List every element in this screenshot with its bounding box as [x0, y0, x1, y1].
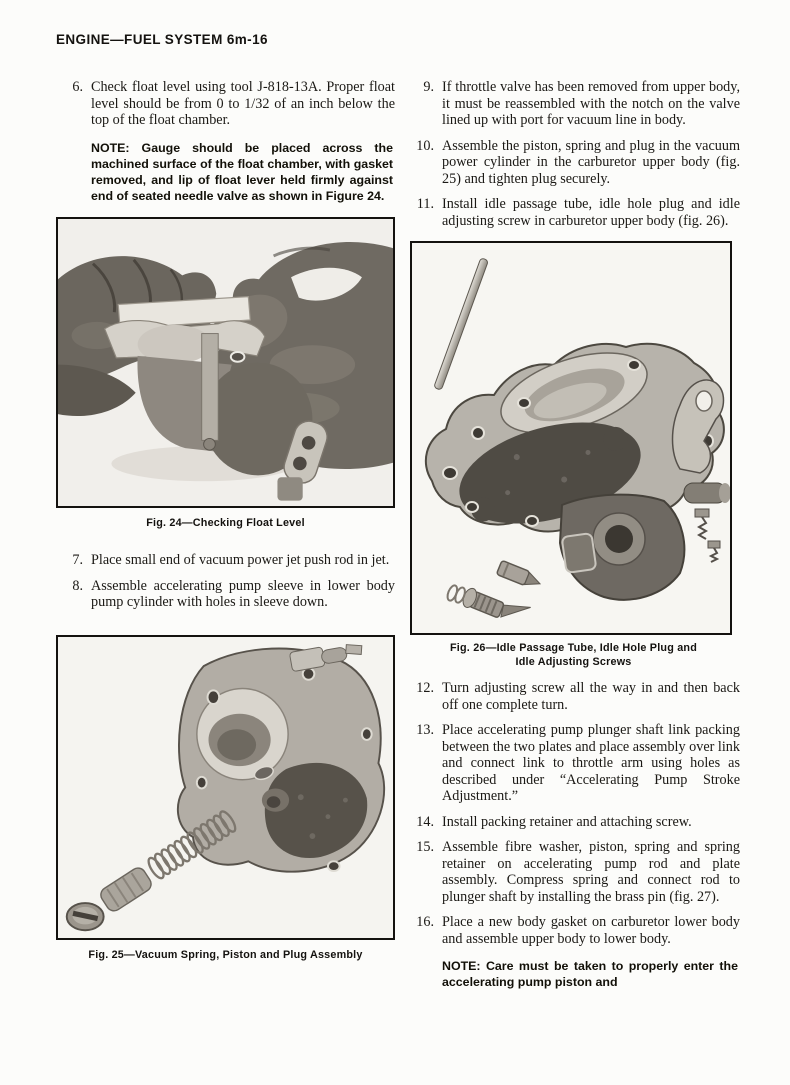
step-number: 14.	[416, 813, 434, 830]
figure-25-photo	[58, 637, 393, 938]
note-assembly-care: NOTE: Care must be taken to properly enter the accelerating pump piston and	[442, 959, 738, 989]
step-text: Place a new body gasket on carburetor lower body and assemble upper body to lower body.	[442, 914, 740, 947]
step-text: Assemble the piston, spring and plug in the vacuum power cylinder in the carburetor upper body (fig. 25) and tighten plug securely.	[442, 137, 740, 187]
step-number: 10.	[416, 137, 434, 154]
step-number: 16.	[416, 914, 434, 930]
figure-26-photo	[412, 243, 730, 633]
figure-26	[410, 241, 732, 635]
step-text: Place small end of vacuum power jet push rod in jet.	[91, 552, 390, 569]
step-number: 13.	[416, 722, 434, 738]
vacuum-plug	[67, 903, 104, 930]
step-text: Check float level using tool J-818-13A. Proper float level should be from 0 to 1/32 of an inch below the top of the float chamber.	[91, 79, 395, 128]
upper-body-casting	[178, 648, 384, 871]
left-column	[56, 70, 395, 962]
step-number: 7.	[72, 552, 83, 569]
step-12	[407, 680, 740, 713]
step-text: Turn adjusting screw all the way in and then back off one complete turn.	[442, 680, 740, 713]
step-15	[407, 839, 740, 905]
page-header: ENGINE—FUEL SYSTEM 6m-16	[56, 32, 268, 47]
step-text: Assemble fibre washer, piston, spring and spring retainer on accelerating pump rod and plate assembly. Compress spring and connect rod to plunger shaft by installing the brass pin (fig. 27).	[442, 839, 740, 905]
body-stem	[202, 333, 219, 440]
figure-25-caption: Fig. 25—Vacuum Spring, Piston and Plug Assembly	[88, 948, 363, 961]
note-float-gauge: NOTE: Gauge should be placed across the machined surface of the float chamber, with gasket removed, and lip of float lever held firmly against end of seated needle valve as shown in Figure 24.	[91, 140, 393, 203]
right-column	[407, 70, 740, 990]
step-number: 8.	[72, 577, 83, 594]
step-number: 15.	[416, 839, 434, 855]
step-11	[407, 196, 740, 229]
step-8	[56, 578, 395, 611]
step-number: 11.	[416, 196, 434, 212]
step-16	[407, 914, 740, 947]
figure-26-caption	[407, 642, 740, 669]
step-text: Assemble accelerating pump sleeve in lower body pump cylinder with holes in sleeve down.	[91, 577, 395, 611]
step-text: If throttle valve has been removed from upper body, it must be reassembled with the notch on the valve lined up with port for vacuum line in body.	[442, 79, 740, 128]
step-6	[56, 79, 395, 129]
step-7	[56, 552, 395, 569]
figure-26-caption-line2: Idle Adjusting Screws	[515, 655, 632, 668]
figure-24-photo	[58, 219, 393, 506]
step-14	[407, 814, 740, 831]
step-13	[407, 722, 740, 805]
step-number: 9.	[423, 79, 434, 95]
figure-24	[56, 217, 395, 508]
figure-25	[56, 635, 395, 940]
step-9	[407, 79, 740, 129]
step-number: 6.	[72, 79, 83, 95]
figure-24-caption: Fig. 24—Checking Float Level	[146, 516, 305, 529]
step-text: Place accelerating pump plunger shaft link packing between the two plates and place assembly over link and connect link to throttle arm using holes as described under “Accelerating Pump Stroke Adjustment.”	[442, 722, 740, 804]
step-text: Install packing retainer and attaching screw.	[442, 813, 692, 830]
step-number: 12.	[416, 680, 434, 696]
step-text: Install idle passage tube, idle hole plug and idle adjusting screw in carburetor upper body (fig. 26).	[442, 196, 740, 229]
figure-26-caption-line1: Fig. 26—Idle Passage Tube, Idle Hole Plug and	[450, 642, 697, 654]
step-10	[407, 138, 740, 188]
